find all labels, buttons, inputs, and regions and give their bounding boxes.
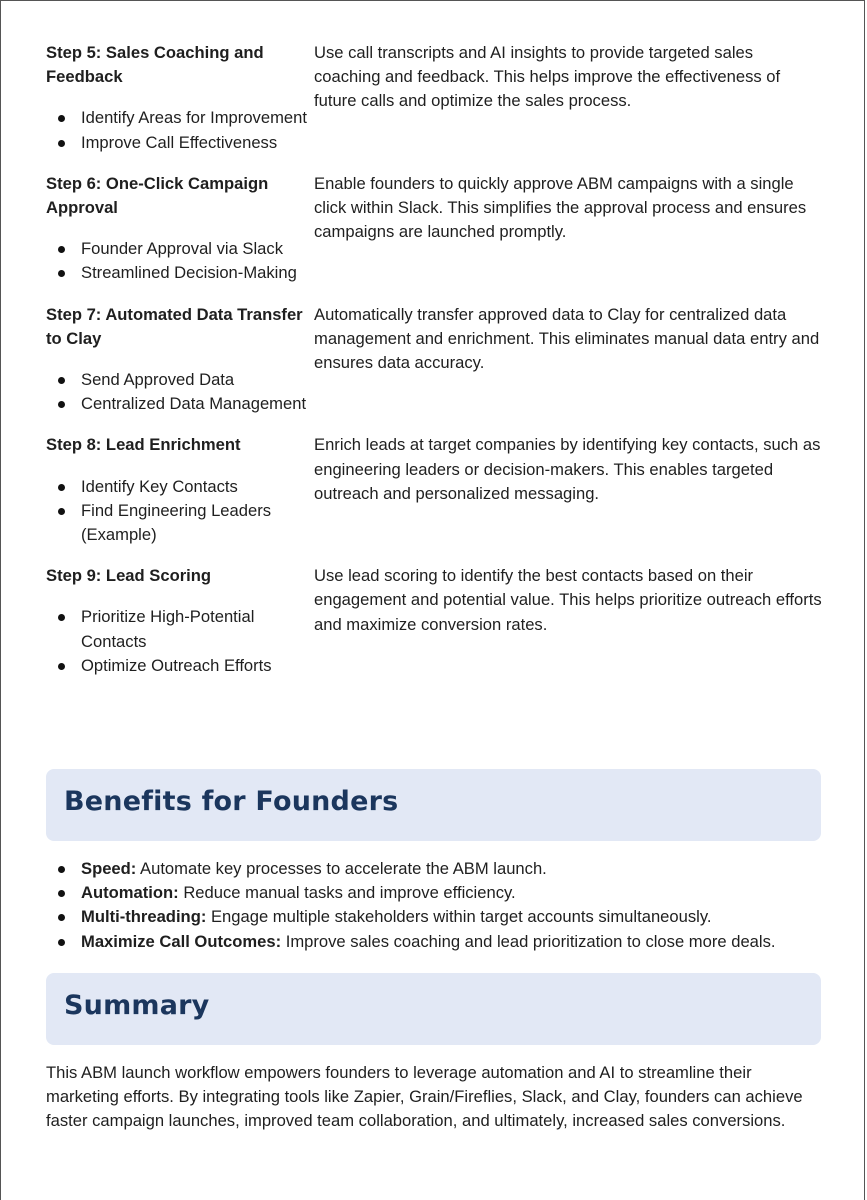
benefit-text: Engage multiple stakeholders within target accounts simultaneously.: [206, 907, 712, 927]
step-8-bullet-2: Find Engineering Leaders (Example): [81, 499, 314, 547]
benefit-item-automation: [81, 881, 841, 905]
step-7-left: [46, 303, 314, 417]
step-7: [46, 303, 826, 417]
step-7-bullet-2: Centralized Data Management: [81, 392, 314, 416]
step-5-bullet-1: Identify Areas for Improvement: [81, 106, 314, 130]
steps-list: [46, 41, 826, 678]
step-7-bullet-1: Send Approved Data: [81, 368, 314, 392]
step-5-left: [46, 41, 314, 155]
benefit-text: Reduce manual tasks and improve efficiency.: [178, 883, 516, 903]
benefit-item-speed: [81, 857, 841, 881]
step-7-title: Step 7: Automated Data Transfer to Clay: [46, 304, 303, 348]
benefit-label: Maximize Call Outcomes:: [81, 931, 282, 951]
step-6-bullet-1: Founder Approval via Slack: [81, 237, 314, 261]
step-6-title: Step 6: One-Click Campaign Approval: [46, 173, 269, 218]
step-8: [46, 433, 826, 547]
step-8-bullets: [46, 475, 314, 548]
step-6-left: [46, 172, 314, 286]
step-9-description: Use lead scoring to identify the best contacts based on their engagement and potential value. This helps prioritize outreach efforts and maximize conversion rates.: [314, 566, 822, 634]
benefit-label: Speed:: [81, 859, 137, 878]
step-9-title: Step 9: Lead Scoring: [46, 566, 212, 586]
benefit-text: Improve sales coaching and lead prioritization to close more deals.: [281, 931, 776, 951]
benefit-text: Automate key processes to accelerate the ABM launch.: [136, 859, 547, 878]
step-8-bullet-1: Identify Key Contacts: [81, 475, 314, 499]
benefit-item-call-outcomes: [81, 930, 841, 954]
step-8-title: Step 8: Lead Enrichment: [46, 435, 241, 455]
step-9-bullet-2: Optimize Outreach Efforts: [81, 654, 314, 678]
step-9-left: [46, 564, 314, 678]
summary-heading-box: [46, 973, 821, 1045]
step-7-bullets: [46, 368, 314, 416]
benefit-item-multi-threading: [81, 905, 841, 929]
benefits-list: [81, 857, 841, 954]
step-5-description: Use call transcripts and AI insights to provide targeted sales coaching and feedback. This helps improve the effectiveness of future calls and optimize the sales process.: [314, 43, 781, 111]
step-5: [46, 41, 826, 155]
benefits-heading-box: [46, 769, 821, 841]
step-5-bullets: [46, 106, 314, 154]
step-6-bullet-2: Streamlined Decision-Making: [81, 261, 314, 285]
step-5-title: Step 5: Sales Coaching and Feedback: [46, 43, 264, 87]
summary-heading: Summary: [64, 990, 210, 1021]
step-7-description: Automatically transfer approved data to Clay for centralized data management and enrichment. This eliminates manual data entry and ensures data accuracy.: [314, 304, 820, 373]
benefit-label: Multi-threading:: [81, 907, 207, 927]
step-9: [46, 564, 826, 678]
step-8-description: Enrich leads at target companies by identifying key contacts, such as engineering leaders or decision-makers. This enables targeted outreach and personalized messaging.: [314, 435, 821, 503]
benefit-label: Automation:: [81, 883, 179, 903]
step-6-description: Enable founders to quickly approve ABM campaigns with a single click within Slack. This simplifies the approval process and ensures campaigns are launched promptly.: [314, 173, 807, 242]
step-8-left: [46, 433, 314, 547]
step-9-bullet-1: Prioritize High-Potential Contacts: [81, 605, 314, 653]
step-6-bullets: [46, 237, 314, 285]
step-9-bullets: [46, 605, 314, 678]
step-5-bullet-2: Improve Call Effectiveness: [81, 131, 314, 155]
summary-paragraph: This ABM launch workflow empowers founders to leverage automation and AI to streamline their marketing efforts. By integrating tools like Zapier, Grain/Fireflies, Slack, and Clay, founders can achieve faster campaign launches, improved team collaboration, and ultimately, increased sales conversions.: [46, 1063, 803, 1131]
step-6: [46, 172, 826, 286]
benefits-heading: Benefits for Founders: [64, 786, 399, 817]
